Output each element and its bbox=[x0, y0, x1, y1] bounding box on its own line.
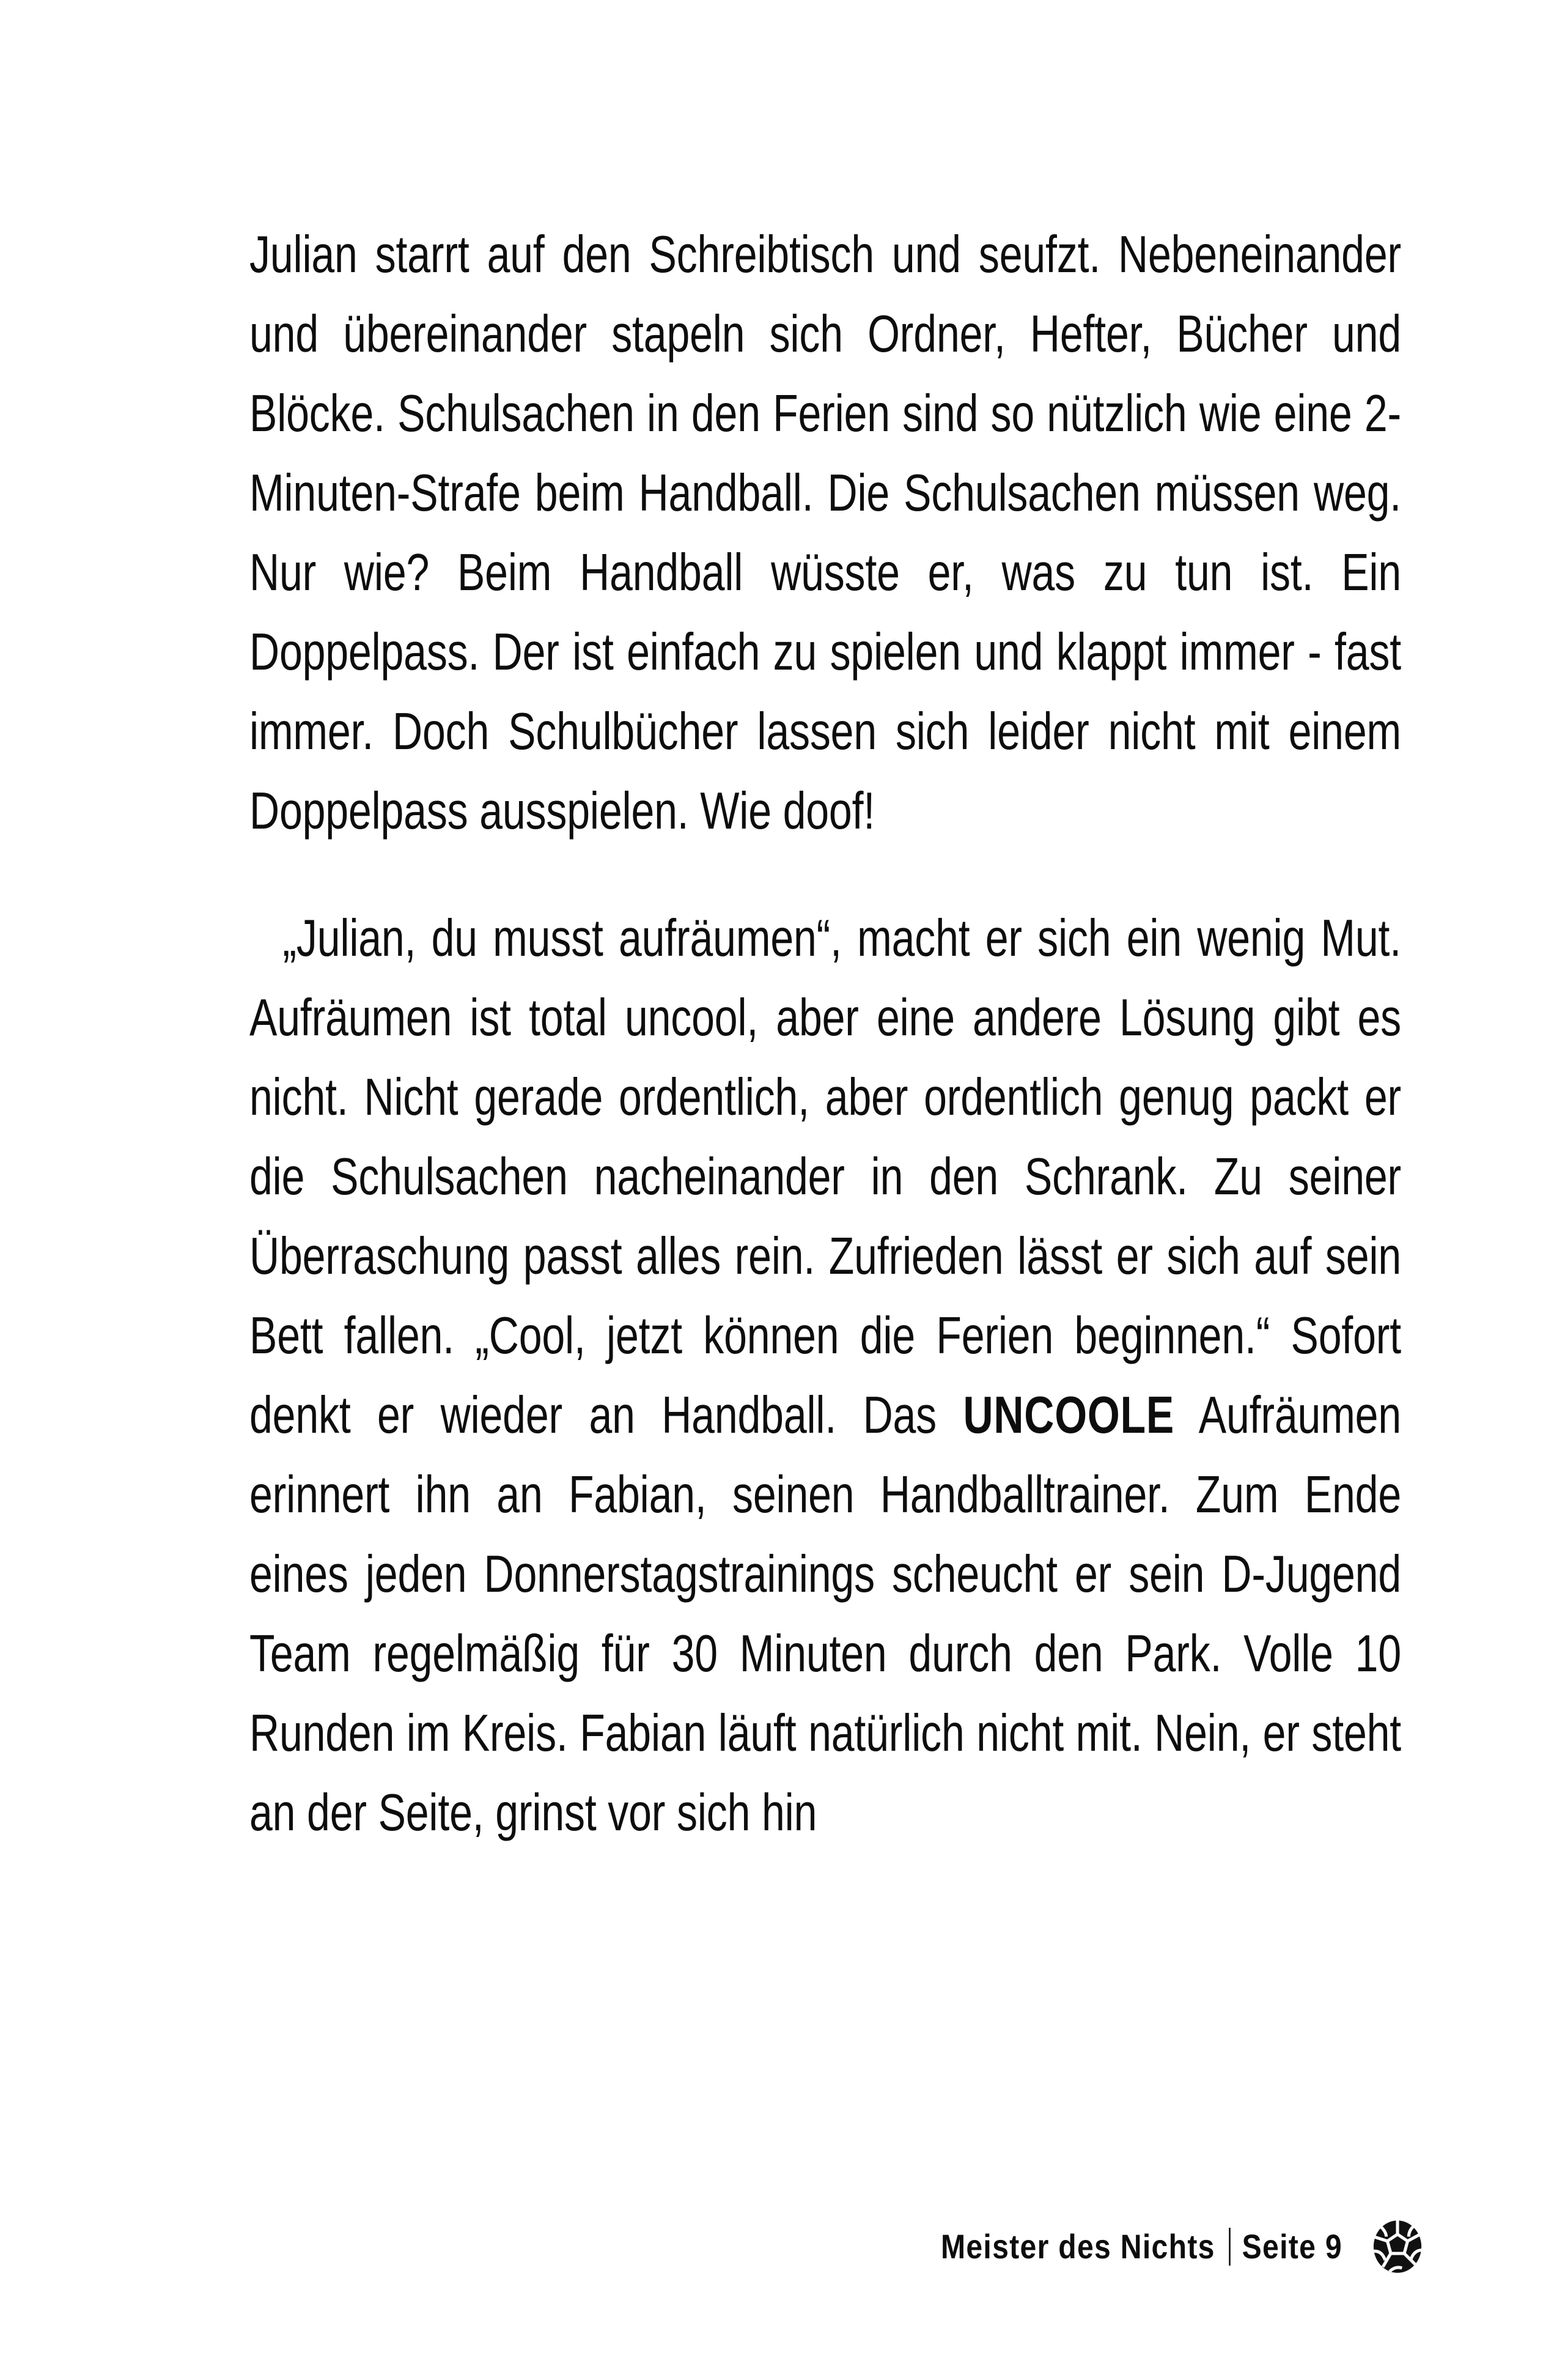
paragraph-2-text-after-emphasis: Aufräumen erinnert ihn an Fabian, seinen Handballtrainer. Zum Ende eines jeden Donnerstagstrainings scheucht er sein D-Jugend Team regelmäßig für 30 Minuten durch den Park. Volle 10 Runden im Kreis. Fabian läuft natürlich nicht mit. Nein, er steht an der Seite, grinst vor sich hin bbox=[249, 1386, 1401, 1842]
footer-book-title: Meister des Nichts bbox=[941, 2227, 1215, 2266]
paragraph-1 bbox=[249, 215, 1401, 851]
paragraph-2-text-before-emphasis: „Julian, du musst aufräumen“, macht er sich ein wenig Mut. Aufräumen ist total uncool, aber eine andere Lösung gibt es nicht. Nicht gerade ordentlich, aber ordentlich genug packt er die Schulsachen nacheinander in den Schrank. Zu seiner Überraschung passt alles rein. Zufrieden lässt er sich auf sein Bett fallen. „Cool, jetzt können die Ferien beginnen.“ Sofort denkt er wieder an Handball. Das bbox=[249, 909, 1401, 1444]
handball-ball-icon bbox=[1369, 2219, 1426, 2275]
body-text-block bbox=[249, 215, 1401, 1853]
footer-page-number: Seite 9 bbox=[1242, 2227, 1342, 2266]
emphasis-uncoole: UNCOOLE bbox=[963, 1386, 1175, 1444]
paragraph-2-text bbox=[249, 899, 1401, 1853]
footer-separator-rule bbox=[1229, 2228, 1231, 2266]
paragraph-2 bbox=[249, 899, 1401, 1853]
footer-label-group bbox=[941, 2227, 1342, 2266]
page-footer bbox=[0, 2219, 1565, 2275]
paragraph-1-text: Julian starrt auf den Schreibtisch und seufzt. Nebeneinander und übereinander stapeln sich Ordner, Hefter, Bücher und Blöcke. Schulsachen in den Ferien sind so nützlich wie eine 2-Minuten-Strafe beim Handball. Die Schulsachen müssen weg. Nur wie? Beim Handball wüsste er, was zu tun ist. Ein Doppelpass. Der ist einfach zu spielen und klappt immer - fast immer. Doch Schulbücher lassen sich leider nicht mit einem Doppelpass ausspielen. Wie doof! bbox=[249, 226, 1401, 840]
